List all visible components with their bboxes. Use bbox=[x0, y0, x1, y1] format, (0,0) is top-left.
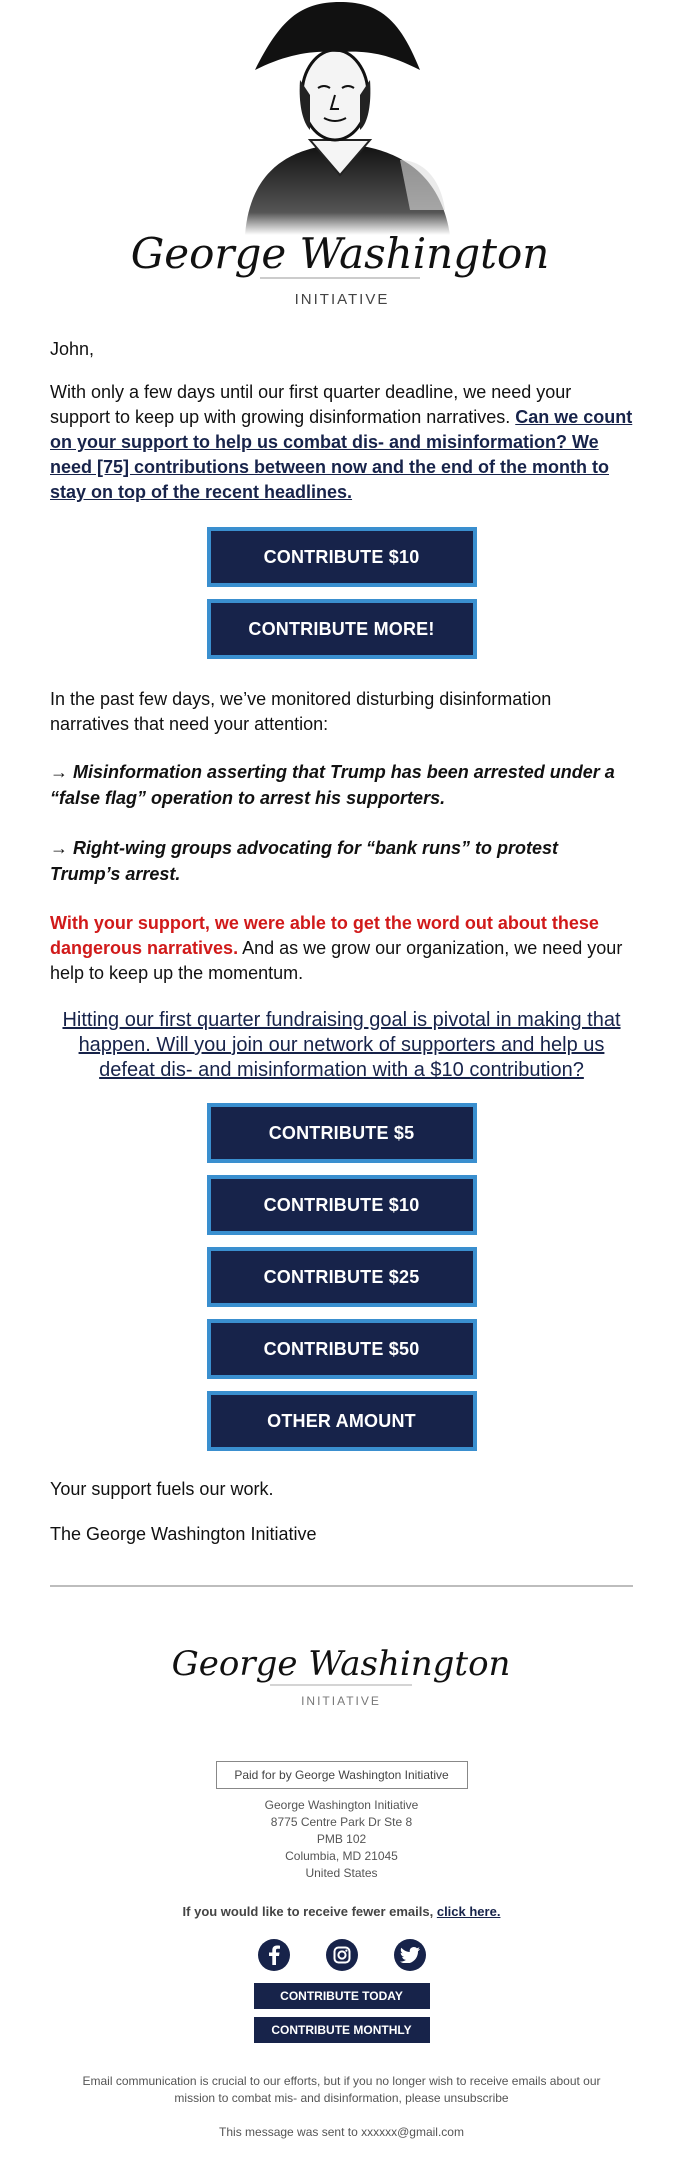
monitor-paragraph: In the past few days, we’ve monitored disturbing disinformation narratives that need your attention: bbox=[50, 689, 552, 734]
address-line: PMB 102 bbox=[316, 1832, 367, 1846]
amount-button-group bbox=[50, 1103, 633, 1451]
brand-subtitle-text: INITIATIVE bbox=[294, 291, 390, 308]
address-line: United States bbox=[305, 1866, 378, 1880]
contribute-today-button[interactable]: CONTRIBUTE TODAY bbox=[254, 1983, 430, 2009]
contribute-5-button[interactable]: CONTRIBUTE $5 bbox=[207, 1103, 477, 1163]
greeting: John, bbox=[50, 339, 95, 359]
twitter-icon[interactable] bbox=[394, 1939, 426, 1971]
fewer-emails-line bbox=[0, 1904, 683, 1919]
intro-text: With only a few days until our first quarter deadline, we need your support to keep up with growing disinformation narratives. bbox=[50, 382, 572, 427]
footer-brand-script: George Washington bbox=[171, 1644, 511, 1684]
support-text: And as we grow our organization, we need your help to keep up the momentum. bbox=[50, 938, 623, 983]
intro-link[interactable]: Can we count on your support to help us combat dis- and misinformation? We need [75] contributions between now and the end of the month to stay on top of the recent headlines. bbox=[50, 407, 633, 502]
fewer-emails-link[interactable]: click here. bbox=[436, 1904, 501, 1919]
brand-script-text: George Washington bbox=[130, 229, 550, 278]
paid-for-box: Paid for by George Washington Initiative bbox=[216, 1761, 468, 1789]
email-body bbox=[0, 338, 683, 1545]
footer-logo bbox=[0, 1627, 683, 1747]
mailing-address bbox=[0, 1797, 683, 1882]
address-line: 8775 Centre Park Dr Ste 8 bbox=[270, 1815, 413, 1829]
contribute-50-button[interactable]: CONTRIBUTE $50 bbox=[207, 1319, 477, 1379]
header-logo bbox=[0, 0, 683, 330]
top-button-group bbox=[50, 527, 633, 659]
intro-paragraph bbox=[50, 380, 633, 505]
footer-divider bbox=[50, 1585, 633, 1587]
sent-to-text: This message was sent to bbox=[219, 2125, 362, 2139]
other-amount-button[interactable]: OTHER AMOUNT bbox=[207, 1391, 477, 1451]
contribute-monthly-button[interactable]: CONTRIBUTE MONTHLY bbox=[254, 2017, 430, 2043]
george-washington-portrait bbox=[0, 0, 683, 330]
signature: The George Washington Initiative bbox=[50, 1524, 317, 1544]
fundraising-headline-link[interactable]: Hitting our first quarter fundraising goal is pivotal in making that happen. Will you join our network of supporters and help us defeat dis- and misinformation with a $10 contribution? bbox=[62, 1009, 621, 1081]
contribute-25-button[interactable]: CONTRIBUTE $25 bbox=[207, 1247, 477, 1307]
bullet-item: → Right-wing groups advocating for “bank runs” to protest Trump’s arrest. bbox=[50, 838, 558, 884]
support-highlight: With your support, we were able to get the word out about these dangerous narratives. bbox=[50, 913, 599, 958]
address-line: Columbia, MD 21045 bbox=[285, 1849, 398, 1863]
instagram-icon[interactable] bbox=[326, 1939, 358, 1971]
unsubscribe-notice: Email communication is crucial to our efforts, but if you no longer wish to receive emails about our mission to combat mis- and disinformation, please unsubscribe bbox=[82, 2074, 601, 2105]
recipient-email: xxxxxx@gmail.com bbox=[361, 2125, 464, 2139]
fewer-emails-text: If you would like to receive fewer emails, bbox=[182, 1904, 437, 1919]
footer-brand-subtitle: INITIATIVE bbox=[301, 1694, 381, 1708]
sent-to-line bbox=[0, 2125, 683, 2139]
bullet-item: → Misinformation asserting that Trump has been arrested under a “false flag” operation to arrest his supporters. bbox=[50, 762, 615, 808]
support-paragraph bbox=[50, 911, 633, 986]
footer-logo-graphic bbox=[0, 1627, 683, 1747]
footer-button-group bbox=[0, 1983, 683, 2043]
address-line: George Washington Initiative bbox=[264, 1798, 419, 1812]
facebook-icon[interactable] bbox=[258, 1939, 290, 1971]
contribute-10-button[interactable]: CONTRIBUTE $10 bbox=[207, 1175, 477, 1235]
contribute-more-button[interactable]: CONTRIBUTE MORE! bbox=[207, 599, 477, 659]
contribute-10-button[interactable]: CONTRIBUTE $10 bbox=[207, 527, 477, 587]
closing-line: Your support fuels our work. bbox=[50, 1479, 274, 1499]
social-links bbox=[0, 1939, 683, 1971]
